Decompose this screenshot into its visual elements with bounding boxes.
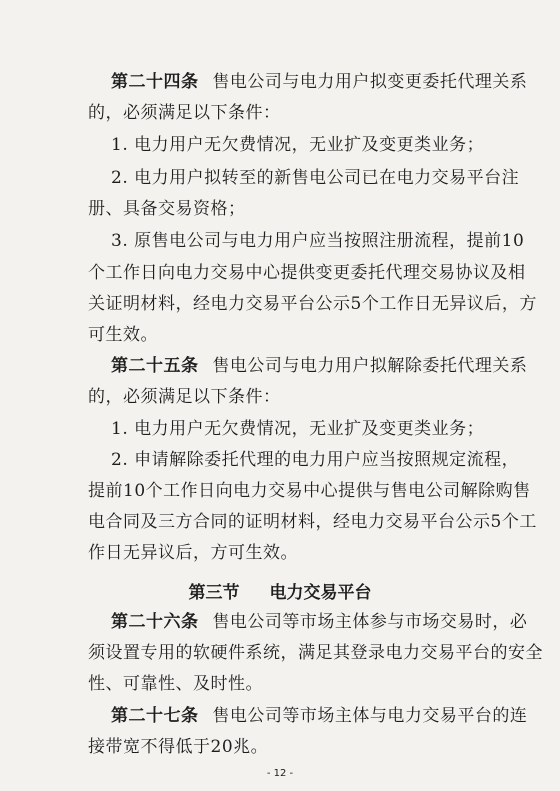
article-25-line-2: 的，必须满足以下条件： (88, 387, 281, 407)
article-27-first-line (111, 706, 527, 726)
article-24-item-2-line-2: 册、具备交易资格； (88, 199, 246, 219)
article-24-item-3-line-3: 关证明材料，经电力交易平台公示5个工作日无异议后，方 (88, 294, 537, 314)
section-heading (0, 578, 560, 603)
section-title: 电力交易平台 (269, 583, 372, 603)
article-25-label: 第二十五条 (111, 356, 199, 376)
section-number: 第三节 (188, 583, 240, 603)
article-27-line-2: 接带宽不得低于20兆。 (88, 737, 269, 757)
article-24-text: 售电公司与电力用户拟变更委托代理关系 (212, 72, 528, 92)
article-24-item-3-line-2: 个工作日向电力交易中心提供变更委托代理交易协议及相 (88, 263, 526, 283)
article-24-item-1: 1. 电力用户无欠费情况，无业扩及变更类业务； (111, 135, 485, 155)
article-25-item-2-line-2: 提前10个工作日向电力交易中心提供与售电公司解除购售 (88, 481, 531, 501)
article-26-line-2: 须设置专用的软硬件系统，满足其登录电力交易平台的安全 (88, 643, 543, 663)
article-25-item-2-line-1: 2. 申请解除委托代理的电力用户应当按照规定流程， (111, 450, 520, 470)
article-24-first-line (111, 72, 527, 92)
article-25-item-2-line-4: 作日无异议后，方可生效。 (88, 543, 298, 563)
article-24-item-3-line-1: 3. 原售电公司与电力用户应当按照注册流程，提前10 (111, 231, 525, 251)
article-25-item-2-line-3: 电合同及三方合同的证明材料，经电力交易平台公示5个工 (88, 512, 537, 532)
article-27-label: 第二十七条 (111, 706, 199, 726)
article-24-label: 第二十四条 (111, 72, 199, 92)
article-24-line-2: 的，必须满足以下条件： (88, 103, 281, 123)
article-26-label: 第二十六条 (111, 612, 199, 632)
article-25-first-line (111, 356, 527, 376)
article-26-text: 售电公司等市场主体参与市场交易时，必 (212, 612, 528, 632)
article-24-item-2-line-1: 2. 电力用户拟转至的新售电公司已在电力交易平台注 (111, 168, 520, 188)
article-26-first-line (111, 612, 527, 632)
article-26-line-3: 性、可靠性、及时性。 (88, 674, 263, 694)
article-27-text: 售电公司等市场主体与电力交易平台的连 (212, 706, 528, 726)
page-number: - 12 - (266, 768, 294, 779)
article-25-text: 售电公司与电力用户拟解除委托代理关系 (212, 356, 528, 376)
article-24-item-3-line-4: 可生效。 (88, 325, 158, 345)
article-25-item-1: 1. 电力用户无欠费情况，无业扩及变更类业务； (111, 419, 485, 439)
